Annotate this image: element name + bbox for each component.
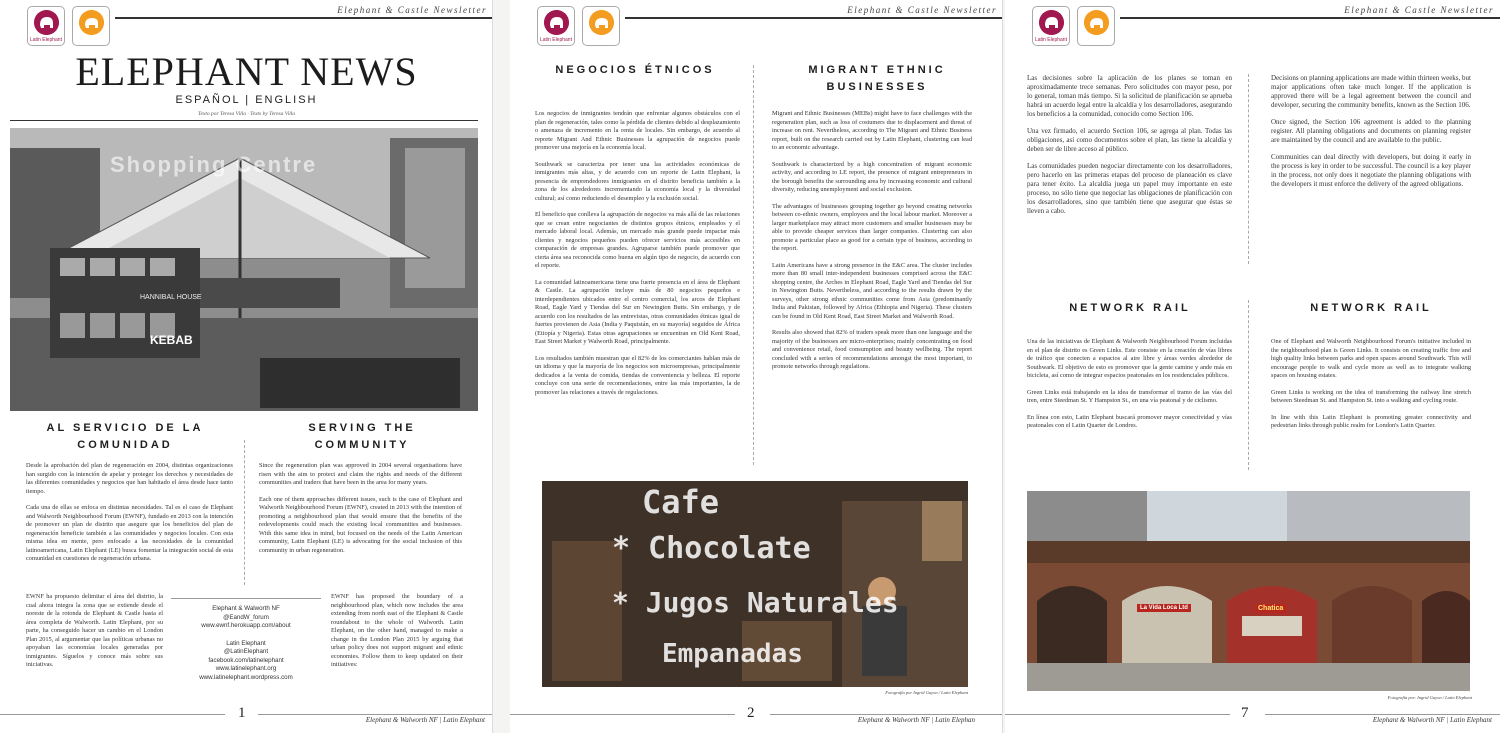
forum-elephant-icon — [79, 10, 104, 35]
window-lettering-jugos: * Jugos Naturales — [612, 586, 899, 619]
logo-label: Latin Elephant — [30, 37, 62, 43]
latin-elephant-logo[interactable] — [537, 6, 575, 46]
page-number: 1 — [238, 705, 246, 721]
section-heading-en: SERVING THE COMMUNITY — [308, 422, 416, 451]
es-paragraph: Desde la aprobación del plan de regeneración en 2004, distintas organizaciones han surgido con la intención de apelar y proteger los derechos y necesidades de las diferentes comunidades y negocios que han habitado el área desde hace tanto tiempo. — [26, 462, 233, 495]
en-paragraph: Decisions on planning applications are made within thirteen weeks, but major applications often take much longer. If the application is approved there will be a legal agreement between the council and developer, securing the community benefits, known as the Section 106. — [1271, 74, 1471, 109]
es-article-closing: EWNF ha propuesto delimitar el área del distrito, la cual ahora integra la zona que se extiende desde el noreste de la rotonda de Elephant & Castle hasta el área completa de Walworth. Latin Elephant, por su parte, ha conseguido hacer un cambio en el London Plan 2015, al argumentar que las políticas urbanas no apoyaban las economías locales generadas por inmigrantes. Síguelos y conoce más sobre sus iniciativas. — [26, 593, 163, 668]
section-heading-en: NETWORK RAIL — [1310, 302, 1432, 314]
es-paragraph: Cada una de ellas se enfoca en distintas necesidades. Tal es el caso de Elephant and Walworth Neighbourhood Forum (EWNF), fundado en 2013 con la intención de promover un plan de distrito que asegure que los beneficios del plan de regeneración beneficie también a las comunidades y negocios locales. Con esta misma idea en mente, pero enfocado a las necesidades de la comunidad latinoamericana, Latin Elephant (LE) busca fomentar la integración social de esta comunidad en cuestiones de regeneración urbana. — [26, 504, 233, 562]
photo-sign-kebab: KEBAB — [150, 333, 193, 347]
en-article — [1271, 74, 1471, 197]
cafe-window-photo — [542, 481, 968, 687]
ewnf-logo[interactable] — [582, 6, 620, 46]
es-paragraph: Green Links está trabajando en la idea de transformar el tramo de las vías del tren, entre Steedman St. Y Hampston St., en una vía peatonal y de ciclismo. — [1027, 388, 1232, 404]
footer-credit: Elephant & Walworth NF | Latin Elephant — [1372, 716, 1492, 724]
column-divider — [753, 65, 754, 465]
en-paragraph: Results also showed that 82% of traders speak more than one language and the majority of the businesses are micro-enterprises; mainly concentrating on food and convenience retail, food consumption and beauty wellbeing. The report concluded with a series of recommendations amongst the most important, to promote networks through regulations. — [772, 329, 972, 370]
photo-sign-shopping: Shopping Centre — [110, 152, 318, 177]
en-paragraph: One of Elephant and Walworth Neighbourhood Forum's initiative included in the neighbourhood plan is Green Links. It consists on creating traffic free and high quality links between parks and open spaces around Southwark. This will encourage people to walk and cycle more as well as to integrate walking spaces on housing estates. — [1271, 338, 1471, 379]
en-paragraph: The advantages of businesses grouping together go beyond creating networks between co-ethnic owners, employees and the local labour market. Moreover a larger marketplace may attract more customers and smaller businesses may be able to provide cheaper services than larger companies. Clustering can also promote a particular place as good for a certain type of business, according to the report. — [772, 202, 972, 252]
window-lettering-chocolate: * Chocolate — [612, 531, 811, 566]
section-heading-es: AL SERVICIO DE LA COMUNIDAD — [46, 422, 204, 451]
es-article — [535, 110, 740, 405]
es-paragraph: Una de las iniciativas de Elephant & Walworth Neighbourhood Forum incluidas en el plan de distrito es Green Links. Este consiste en la creación de vías libres de tráfico que conecten a espacios al aire libre y áreas verdes alrededor de Southwark. El objetivo de esto es promover que la gente camine y ande más en bicicleta, así como de integrar espacios peatonales en los residenciales públicos. — [1027, 338, 1232, 379]
en-paragraph: In line with this Latin Elephant is promoting greater connectivity and pedestrian links through public realm for London's Latin Quarter. — [1271, 413, 1471, 429]
latin-elephant-contacts — [171, 640, 321, 683]
newsletter-page-1 — [0, 0, 493, 733]
blog-link[interactable]: www.latinelephant.wordpress.com — [199, 673, 293, 681]
es-paragraph: El beneficio que conlleva la agrupación de negocios va más allá de las relaciones que se crean entre negociantes de distintos grupos étnicos, empleados y el mercado laboral local. Además, un mercado más grande puede impactar más clientes y negocios pequeños pueden ofrecer servicios más accesibles en comparación de empresas grandes. Agruparse también puede promover que cierta área sea reconocida como buena en algún tipo de negocio, de acuerdo con el reporte. — [535, 211, 740, 269]
masthead-rule — [10, 120, 478, 121]
en-paragraph: Once signed, the Section 106 agreement is added to the planning register. All planning obligations and documents on planning register are maintained by the council and are available to the public. — [1271, 118, 1471, 144]
en-paragraph: Southwark is characterized by a high concentration of migrant economic activity, and according to LE report, the presence of migrant entrepreneurs in the borough benefits the surrounding area by increasing economic and cultural diversity, reducing unemployment and social exclusion. — [772, 160, 972, 193]
footer-credit: Elephant & Walworth NF | Latin Elephant — [365, 716, 485, 724]
window-lettering-cafe: Cafe — [642, 483, 720, 521]
photo-credit: Fotografía por Ingrid Guyon / Latin Elephant — [885, 690, 968, 695]
header-rule — [115, 17, 493, 19]
ewnf-logo[interactable] — [72, 6, 110, 46]
masthead: ELEPHANT NEWS — [75, 49, 418, 94]
en-paragraph: Latin Americans have a strong presence in the E&C area. The cluster includes more than 80 small inter-independent businesses comprised across the E&C shopping centre, the Arches in Elephant Road, Eagle Yard and Tiendas del Sur in Newington Butts. Nevertheless, and according to the results drawn by the surveys, other strong ethnic communities come from Asia (predominantly India and Pakistan, followed by Africa (Ethiopia and Nigeria). These clusters can be found in Old Kent Road, East Street Market and Walworth Road. — [772, 261, 972, 320]
en-paragraph: Communities can deal directly with developers, but doing it early in the process is key in order to be successful. The council is a key player in the process, not only does it negotiate the planning obligations with the developers it must enforce the delivery of the agreed obligations. — [1271, 153, 1471, 188]
contact-box — [171, 598, 321, 691]
latin-elephant-logo[interactable] — [27, 6, 65, 46]
section-heading-en: MIGRANT ETHNIC BUSINESSES — [808, 64, 946, 93]
facebook-link[interactable]: facebook.com/latinelephant — [208, 656, 284, 664]
header-rule — [1120, 17, 1500, 19]
header-rule — [625, 17, 1003, 19]
es-paragraph: Las comunidades pueden negociar directamente con los desarrolladores, pero hacerlo en las primeras etapas del proceso de planeación es clave para tener éxito. La alcaldía juega un papel muy importante en este proceso, no sólo tiene que negociar las obligaciones de planificación con los desarrolladores, sino que también tiene que asegurar que éstas se lleven a cabo. — [1027, 162, 1232, 215]
twitter-handle[interactable]: @EandW_forum — [223, 613, 269, 621]
website-link[interactable]: www.latinelephant.org — [215, 665, 277, 672]
footer-rule — [510, 714, 735, 715]
contact-name: Elephant & Walworth NF — [212, 605, 280, 612]
shopping-centre-photo — [10, 128, 478, 411]
en-article — [772, 110, 972, 380]
footer-rule — [0, 714, 225, 715]
website-link[interactable]: www.ewnf.herokuapp.com/about — [201, 622, 291, 629]
byline: Texto por Teresa Villa · Texts by Teresa Villa — [197, 111, 296, 117]
newsletter-page-2 — [510, 0, 1003, 733]
es-paragraph: La comunidad latinoamericana tiene una fuerte presencia en el área de Elephant & Castle. La agrupación incluye más de 80 negocios pequeños e interdependientes ubicados entre el centro comercial, los arcos de Elephant Road, Eagle Yard y Tiendas del Sur en Newington Butts. Sin embargo, y de acuerdo con los resultados de las entrevistas, otras comunidades étnicas igual de fuertes provienen de Asia (India y Paquistán, en su mayoría) seguidos de África (Etiopía y Nigeria). Estas otras agrupaciones se encuentran en Old Kent Road, East Street Market y Walworth Road, principalmente. — [535, 278, 740, 345]
elephant-icon — [544, 10, 569, 35]
footer-rule — [1265, 714, 1500, 715]
ewnf-contacts — [171, 598, 321, 631]
railway-arches-photo — [1027, 491, 1470, 691]
newsletter-title: Elephant & Castle Newsletter — [847, 5, 997, 15]
es-paragraph: Southwark se caracteriza por tener una las actividades económicas de inmigrantes más altas, y de acuerdo con un reporte de Latin Elephant, la presencia de emprendedores inmigrantes en el distrito beneficia también a la zona de los alrededores incrementando la economía local y la diversidad cultural; así como reduciendo el desempleo y la exclusión social. — [535, 160, 740, 202]
en-paragraph: Migrant and Ethnic Businesses (MEBs) might have to face challenges with the regeneration plan, such as loss of costumers due to displacement and threat of increase on rent. Nevertheless, according to The Migrant and Ethnic Business report, built on the research carried out by Latin Elephant, clustering can lead to an economic advantage. — [772, 110, 972, 151]
photo-sign-hannibal: HANNIBAL HOUSE — [140, 294, 202, 301]
en-paragraph: Since the regeneration plan was approved in 2004 several organisations have risen with the aim to protect and claim the rights and needs of the different communities and traders that have been in the area for many years. — [259, 462, 462, 486]
newsletter-title: Elephant & Castle Newsletter — [1344, 5, 1494, 15]
logo-label: Latin Elephant — [1035, 37, 1067, 43]
ewnf-logo[interactable] — [1077, 6, 1115, 46]
footer-credit: Elephant & Walworth NF | Latin Elephan — [857, 716, 975, 724]
footer-rule — [1005, 714, 1230, 715]
elephant-icon — [34, 10, 59, 35]
en-rail-article — [1271, 338, 1471, 439]
twitter-handle[interactable]: @LatinElephant — [223, 648, 269, 655]
column-divider — [1248, 300, 1249, 470]
forum-elephant-icon — [1084, 10, 1109, 35]
es-article — [1027, 74, 1232, 224]
footer-rule — [770, 714, 1003, 715]
column-divider — [1248, 74, 1249, 264]
es-paragraph: En línea con esto, Latin Elephant buscará promover mayor conectividad y vías peatonales con el Latin Quarter de Londres. — [1027, 413, 1232, 429]
footer-rule — [258, 714, 493, 715]
es-paragraph: Los resultados también muestran que el 82% de los comerciantes hablan más de un idioma y que la mayoría de los negocios son microempresas, principalmente dedicados a la venta de comida, tiendas de conveniencia y belleza. El reporte concluye con una serie de recomendaciones, entre las más importantes, la de promover las relaciones a través de regulaciones. — [535, 354, 740, 396]
contact-name: Latin Elephant — [226, 639, 266, 647]
photo-credit: Fotografía por: Ingrid Guyon / Latin Elephant — [1387, 695, 1472, 700]
section-heading-es: NEGOCIOS ÉTNICOS — [555, 64, 715, 76]
page-number: 7 — [1241, 705, 1249, 721]
shop-sign-la-vida-loca: La Vida Loca Ltd — [1137, 604, 1191, 612]
newsletter-page-7 — [1005, 0, 1500, 733]
newsletter-title: Elephant & Castle Newsletter — [337, 5, 487, 15]
forum-elephant-icon — [589, 10, 614, 35]
en-article — [259, 462, 462, 563]
es-rail-article — [1027, 338, 1232, 439]
window-lettering-empanadas: Empanadas — [662, 639, 803, 669]
en-article-closing: EWNF has proposed the boundary of a neighbourhood plan, which now includes the area extending from north east of the Elephant & Castle roundabout to the whole of Walworth. Latin Elephant, on the other hand, managed to make a change in the London Plan 2015 by arguing that urban policy does not support migrant and ethnic economies. Follow them to keep updated on their initiatives: — [331, 593, 463, 668]
en-paragraph: Each one of them approaches different issues, such is the case of Elephant and Walworth Neighbourhood Forum (EWNF), created in 2013 with the intention of promoting a neighbourhood plan that would ensure that the benefits of the redevelopments could reach the existing local communities and businesses. With this same idea in mind, but focused on the needs of the Latin American community, Latin Elephant (LE) is advocating for the social inclusion of this community in urban regeneration. — [259, 495, 462, 554]
column-divider — [244, 440, 245, 585]
page-number: 2 — [747, 705, 755, 721]
en-paragraph: Green Links is working on the idea of transforming the railway line stretch between Steedman St. and Hampston St. into a walking and cycling route. — [1271, 388, 1471, 404]
es-paragraph: Una vez firmado, el acuerdo Section 106, se agrega al plan. Todas las obligaciones, así como documentos sobre el plan, las tiene la alcaldía y deben ser de libre acceso al público. — [1027, 127, 1232, 153]
latin-elephant-logo[interactable] — [1032, 6, 1070, 46]
logo-label: Latin Elephant — [540, 37, 572, 43]
shop-sign-chatica: Chatica — [1255, 604, 1286, 613]
es-paragraph: Los negocios de inmigrantes tendrán que enfrentar algunos obstáculos con el plan de regeneración, tales como la pérdida de clientes debido al desplazamiento o amenaza de incremento en la renta de locales. Sin embargo, de acuerdo al reporte Migrant And Ethnic Businesses la agrupación de negocios puede promover una mejoría en la economía local. — [535, 110, 740, 151]
elephant-icon — [1039, 10, 1064, 35]
es-article — [26, 462, 233, 572]
es-paragraph: Las decisiones sobre la aplicación de los planes se toman en aproximadamente trece semanas. Pero solicitudes con mayor peso, por lo general, toman más tiempo. Si la solicitud de planificación se aprueba habrá un acuerdo legal entre la alcaldía y los desarrolladores, asegurando los beneficios a la comunidad, conocido como Section 106. — [1027, 74, 1232, 118]
section-heading-es: NETWORK RAIL — [1069, 302, 1191, 314]
edition-languages: ESPAÑOL | ENGLISH — [175, 94, 318, 106]
